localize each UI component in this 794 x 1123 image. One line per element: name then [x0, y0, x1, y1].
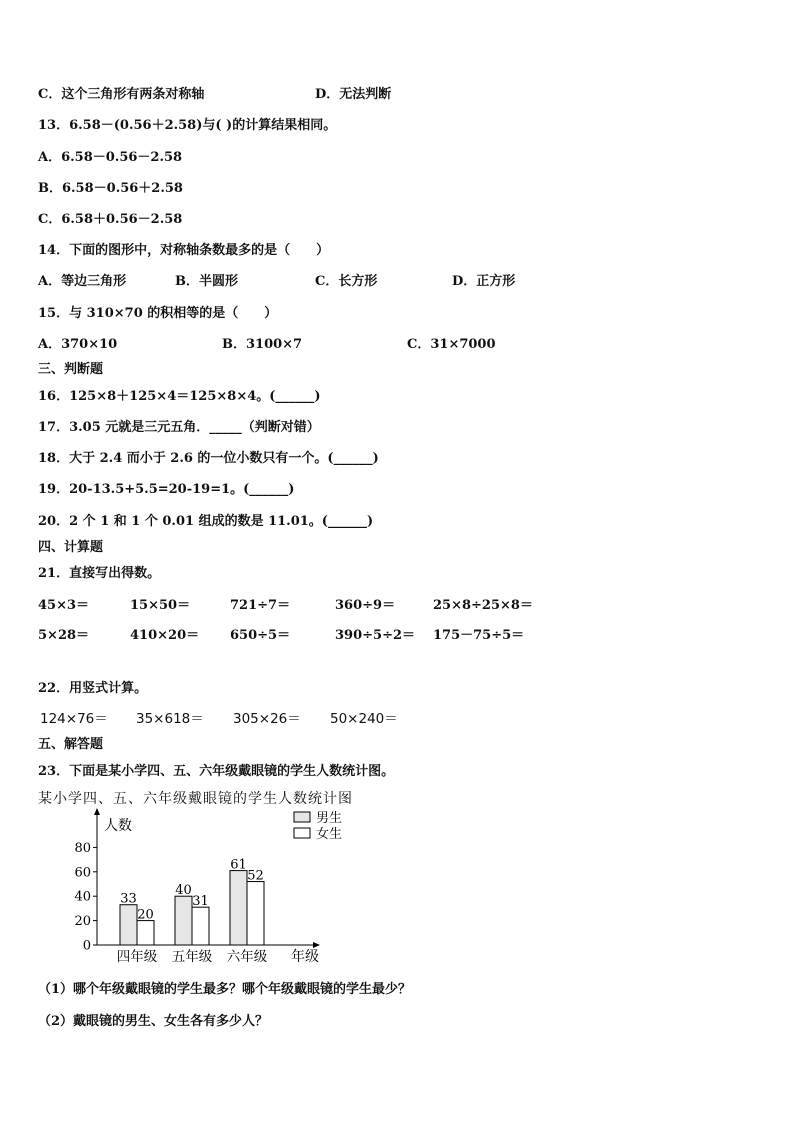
- q16: 16．125×8＋125×4＝125×8×4。(______): [38, 389, 321, 404]
- q15-option-c: C．31×7000: [407, 337, 496, 352]
- bar-boys: [120, 905, 137, 945]
- y-axis-label: 人数: [104, 818, 132, 834]
- bar-boys: [230, 871, 247, 945]
- q21-item: 45×3＝: [38, 598, 90, 613]
- q12-option-c: C．这个三角形有两条对称轴: [38, 87, 205, 102]
- q13-stem: 13．6.58－(0.56＋2.58)与( )的计算结果相同。: [38, 118, 337, 133]
- q19: 19．20-13.5+5.5=20-19=1。(______): [38, 482, 295, 497]
- q21-stem: 21．直接写出得数。: [38, 566, 161, 581]
- bar-value-label: 31: [192, 894, 209, 910]
- q21-item: 175－75÷5＝: [433, 628, 525, 643]
- q22-item: 50×240＝: [330, 711, 398, 727]
- q12-option-d: D．无法判断: [315, 87, 392, 102]
- legend-swatch: [294, 812, 310, 822]
- section-4-title: 四、计算题: [38, 540, 104, 555]
- section-5-title: 五、解答题: [38, 737, 104, 752]
- q23-sub-2: （2）戴眼镜的男生、女生各有多少人？: [38, 1014, 269, 1029]
- bar-value-label: 20: [137, 907, 154, 923]
- bar-value-label: 61: [230, 857, 247, 873]
- bar-value-label: 40: [175, 883, 192, 899]
- q22-item: 124×76＝: [40, 711, 108, 727]
- x-category-label: 五年级: [171, 949, 213, 965]
- q15-stem: 15．与 310×70 的积相等的是（ ）: [38, 306, 278, 321]
- bar-value-label: 52: [247, 868, 264, 884]
- q21-item: 5×28＝: [38, 628, 90, 643]
- q18: 18．大于 2.4 而小于 2.6 的一位小数只有一个。(______): [38, 451, 379, 466]
- x-axis-arrow: [313, 942, 320, 948]
- q22-stem: 22．用竖式计算。: [38, 681, 148, 696]
- x-axis-label: 年级: [291, 949, 319, 965]
- chart-title: 某小学四、五、六年级戴眼镜的学生人数统计图: [38, 791, 353, 807]
- q21-item: 721÷7＝: [230, 598, 291, 613]
- y-tick-label: 60: [74, 865, 91, 881]
- x-category-label: 六年级: [226, 949, 268, 965]
- q17: 17．3.05 元就是三元五角．_____（判断对错）: [38, 420, 320, 435]
- legend-label: 女生: [316, 827, 343, 842]
- q21-item: 15×50＝: [130, 598, 191, 613]
- y-tick-label: 0: [82, 938, 91, 954]
- q14-option-c: C．长方形: [315, 274, 378, 289]
- q13-option-b: B．6.58－0.56＋2.58: [38, 181, 183, 196]
- x-category-label: 四年级: [116, 949, 158, 965]
- bar-boys: [175, 896, 192, 945]
- section-3-title: 三、判断题: [38, 362, 104, 377]
- q13-option-a: A．6.58－0.56－2.58: [38, 150, 183, 165]
- q14-option-a: A．等边三角形: [38, 274, 127, 289]
- bar-value-label: 33: [120, 891, 137, 907]
- bar-girls: [192, 907, 209, 945]
- q14-option-d: D．正方形: [452, 274, 516, 289]
- q23-stem: 23．下面是某小学四、五、六年级戴眼镜的学生人数统计图。: [38, 764, 395, 779]
- bar-chart: [70, 808, 343, 968]
- q21-item: 390÷5÷2＝: [335, 628, 416, 643]
- y-tick-label: 80: [74, 840, 91, 856]
- q13-option-c: C．6.58＋0.56－2.58: [38, 212, 183, 227]
- y-tick-label: 20: [74, 914, 91, 930]
- q21-item: 25×8÷25×8＝: [433, 598, 533, 613]
- q23-sub-1: （1）哪个年级戴眼镜的学生最多？哪个年级戴眼镜的学生最少？: [38, 982, 412, 997]
- legend-swatch: [294, 828, 310, 838]
- y-axis-arrow: [94, 808, 100, 815]
- q15-option-b: B．3100×7: [222, 337, 303, 352]
- q21-item: 360÷9＝: [335, 598, 396, 613]
- q20: 20．2 个 1 和 1 个 0.01 组成的数是 11.01。(______): [38, 514, 374, 529]
- q21-item: 650÷5＝: [230, 628, 291, 643]
- bar-girls: [247, 882, 264, 945]
- q15-option-a: A．370×10: [38, 337, 118, 352]
- q22-item: 35×618＝: [136, 711, 204, 727]
- q14-option-b: B．半圆形: [175, 274, 238, 289]
- q22-item: 305×26＝: [233, 711, 301, 727]
- bar-girls: [137, 921, 154, 945]
- q21-item: 410×20＝: [130, 628, 200, 643]
- y-tick-label: 40: [74, 889, 91, 905]
- legend-label: 男生: [316, 811, 343, 826]
- q14-stem: 14．下面的图形中，对称轴条数最多的是（ ）: [38, 243, 330, 258]
